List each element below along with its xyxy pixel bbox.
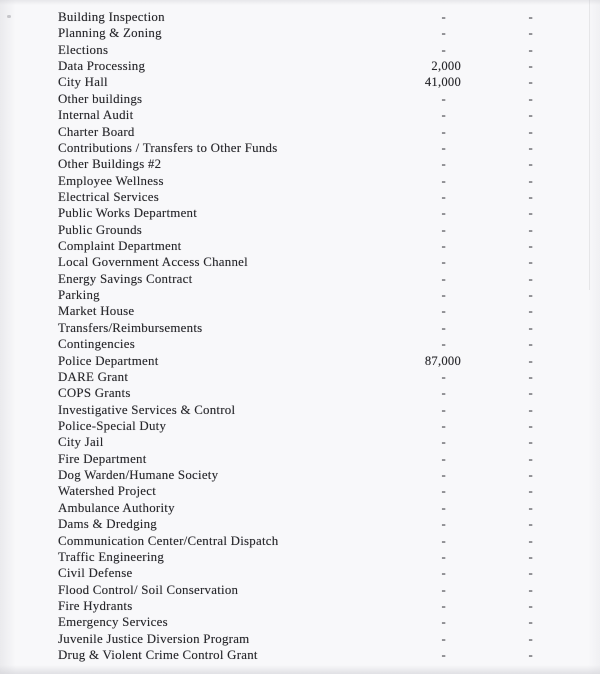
row-label: Flood Control/ Soil Conservation xyxy=(58,582,239,597)
amount-column-1: 41,000 xyxy=(424,75,461,90)
table-row xyxy=(0,25,600,41)
amount-column-1: - xyxy=(441,206,446,221)
table-row xyxy=(0,385,600,401)
row-label: Other Buildings #2 xyxy=(58,157,162,172)
row-label: City Jail xyxy=(58,435,104,450)
amount-column-2: - xyxy=(528,418,533,433)
amount-column-2: - xyxy=(528,271,533,286)
table-row xyxy=(0,336,600,352)
amount-column-2: - xyxy=(528,615,533,630)
amount-column-1: - xyxy=(441,42,446,57)
table-row xyxy=(0,320,600,336)
table-row xyxy=(0,287,600,303)
amount-column-2: - xyxy=(528,157,533,172)
amount-column-2: - xyxy=(528,386,533,401)
amount-column-2: - xyxy=(528,369,533,384)
amount-column-1: - xyxy=(441,386,446,401)
table-row xyxy=(0,598,600,614)
amount-column-2: - xyxy=(528,42,533,57)
row-label: Investigative Services & Control xyxy=(58,402,236,417)
table-row xyxy=(0,549,600,565)
amount-column-1: - xyxy=(441,369,446,384)
amount-column-1: - xyxy=(441,320,446,335)
table-row xyxy=(0,516,600,532)
amount-column-1: - xyxy=(441,517,446,532)
table-row xyxy=(0,140,600,156)
table-row xyxy=(0,533,600,549)
row-label: Juvenile Justice Diversion Program xyxy=(58,631,250,646)
row-label: Electrical Services xyxy=(58,189,160,204)
table-row xyxy=(0,238,600,254)
amount-column-1: - xyxy=(441,468,446,483)
table-row xyxy=(0,156,600,172)
amount-column-1: - xyxy=(441,157,446,172)
amount-column-1: - xyxy=(441,337,446,352)
table-row xyxy=(0,369,600,385)
amount-column-1: - xyxy=(441,484,446,499)
amount-column-2: - xyxy=(528,26,533,41)
amount-column-1: 87,000 xyxy=(424,353,461,368)
amount-column-1: - xyxy=(441,271,446,286)
row-label: Dog Warden/Humane Society xyxy=(58,468,219,483)
row-label: Elections xyxy=(58,42,109,57)
amount-column-2: - xyxy=(528,631,533,646)
table-row xyxy=(0,582,600,598)
amount-column-2: - xyxy=(528,222,533,237)
amount-column-2: - xyxy=(528,10,533,24)
amount-column-2: - xyxy=(528,239,533,254)
row-label: Civil Defense xyxy=(58,566,133,581)
amount-column-1: - xyxy=(441,173,446,188)
table-row xyxy=(0,173,600,189)
amount-column-1: - xyxy=(441,533,446,548)
amount-column-2: - xyxy=(528,353,533,368)
amount-column-2: - xyxy=(528,288,533,303)
amount-column-2: - xyxy=(528,598,533,613)
amount-column-2: - xyxy=(528,91,533,106)
table-row xyxy=(0,91,600,107)
amount-column-1: - xyxy=(441,288,446,303)
row-label: Contingencies xyxy=(58,337,135,352)
row-label: Fire Department xyxy=(58,451,147,466)
amount-column-2: - xyxy=(528,468,533,483)
amount-column-2: - xyxy=(528,517,533,532)
amount-column-1: - xyxy=(441,402,446,417)
amount-column-2: - xyxy=(528,189,533,204)
row-label: Other buildings xyxy=(58,91,143,106)
amount-column-2: - xyxy=(528,484,533,499)
table-row xyxy=(0,271,600,287)
amount-column-1: - xyxy=(441,255,446,270)
table-row xyxy=(0,42,600,58)
row-label: Police-Special Duty xyxy=(58,418,167,433)
row-label: Public Grounds xyxy=(58,222,143,237)
amount-column-1: - xyxy=(441,418,446,433)
row-label: Communication Center/Central Dispatch xyxy=(58,533,279,548)
row-label: Complaint Department xyxy=(58,239,182,254)
amount-column-1: - xyxy=(441,598,446,613)
row-label: Contributions / Transfers to Other Funds xyxy=(58,140,278,155)
amount-column-1: - xyxy=(441,91,446,106)
amount-column-2: - xyxy=(528,402,533,417)
row-label: Traffic Engineering xyxy=(58,549,165,564)
table-row xyxy=(0,483,600,499)
row-label: Emergency Services xyxy=(58,615,168,630)
table-row xyxy=(0,303,600,319)
ledger-rows xyxy=(0,9,600,663)
table-row xyxy=(0,254,600,270)
amount-column-2: - xyxy=(528,533,533,548)
row-label: COPS Grants xyxy=(58,386,131,401)
table-row xyxy=(0,614,600,630)
amount-column-1: - xyxy=(441,435,446,450)
amount-column-1: - xyxy=(441,10,446,24)
amount-column-2: - xyxy=(528,337,533,352)
amount-column-1: - xyxy=(441,26,446,41)
table-row xyxy=(0,124,600,140)
amount-column-1: - xyxy=(441,222,446,237)
amount-column-2: - xyxy=(528,648,533,663)
table-row xyxy=(0,418,600,434)
amount-column-1: - xyxy=(441,189,446,204)
row-label: Data Processing xyxy=(58,59,146,74)
amount-column-1: - xyxy=(441,304,446,319)
table-row xyxy=(0,434,600,450)
amount-column-2: - xyxy=(528,435,533,450)
row-label: Internal Audit xyxy=(58,108,134,123)
row-label: Energy Savings Contract xyxy=(58,271,193,286)
amount-column-1: - xyxy=(441,631,446,646)
amount-column-2: - xyxy=(528,255,533,270)
table-row xyxy=(0,631,600,647)
table-row xyxy=(0,9,600,25)
table-row xyxy=(0,565,600,581)
row-label: Transfers/Reimbursements xyxy=(58,320,203,335)
amount-column-2: - xyxy=(528,451,533,466)
amount-column-1: - xyxy=(441,648,446,663)
table-row xyxy=(0,107,600,123)
amount-column-1: - xyxy=(441,566,446,581)
amount-column-2: - xyxy=(528,59,533,74)
amount-column-1: - xyxy=(441,451,446,466)
amount-column-2: - xyxy=(528,500,533,515)
row-label: Employee Wellness xyxy=(58,173,164,188)
row-label: Building Inspection xyxy=(58,10,165,24)
row-label: City Hall xyxy=(58,75,108,90)
amount-column-2: - xyxy=(528,140,533,155)
table-row xyxy=(0,222,600,238)
amount-column-2: - xyxy=(528,304,533,319)
amount-column-1: - xyxy=(441,239,446,254)
amount-column-2: - xyxy=(528,206,533,221)
table-row xyxy=(0,647,600,663)
amount-column-1: - xyxy=(441,140,446,155)
amount-column-2: - xyxy=(528,582,533,597)
row-label: Drug & Violent Crime Control Grant xyxy=(58,648,258,663)
amount-column-1: - xyxy=(441,549,446,564)
amount-column-1: 2,000 xyxy=(431,59,461,74)
row-label: Charter Board xyxy=(58,124,135,139)
amount-column-2: - xyxy=(528,124,533,139)
amount-column-2: - xyxy=(528,108,533,123)
amount-column-1: - xyxy=(441,582,446,597)
amount-column-2: - xyxy=(528,566,533,581)
table-row xyxy=(0,353,600,369)
row-label: Watershed Project xyxy=(58,484,157,499)
table-row xyxy=(0,467,600,483)
table-row xyxy=(0,74,600,90)
row-label: Planning & Zoning xyxy=(58,26,162,41)
amount-column-1: - xyxy=(441,615,446,630)
amount-column-2: - xyxy=(528,75,533,90)
amount-column-2: - xyxy=(528,549,533,564)
row-label: Police Department xyxy=(58,353,159,368)
row-label: Ambulance Authority xyxy=(58,500,175,515)
amount-column-1: - xyxy=(441,124,446,139)
row-label: Parking xyxy=(58,288,100,303)
table-row xyxy=(0,500,600,516)
table-row xyxy=(0,58,600,74)
amount-column-1: - xyxy=(441,108,446,123)
amount-column-2: - xyxy=(528,320,533,335)
row-label: DARE Grant xyxy=(58,369,129,384)
amount-column-2: - xyxy=(528,173,533,188)
row-label: Fire Hydrants xyxy=(58,598,133,613)
table-row xyxy=(0,402,600,418)
table-row xyxy=(0,189,600,205)
table-row xyxy=(0,451,600,467)
row-label: Public Works Department xyxy=(58,206,198,221)
row-label: Dams & Dredging xyxy=(58,517,157,532)
amount-column-1: - xyxy=(441,500,446,515)
row-label: Local Government Access Channel xyxy=(58,255,248,270)
table-row xyxy=(0,205,600,221)
row-label: Market House xyxy=(58,304,135,319)
